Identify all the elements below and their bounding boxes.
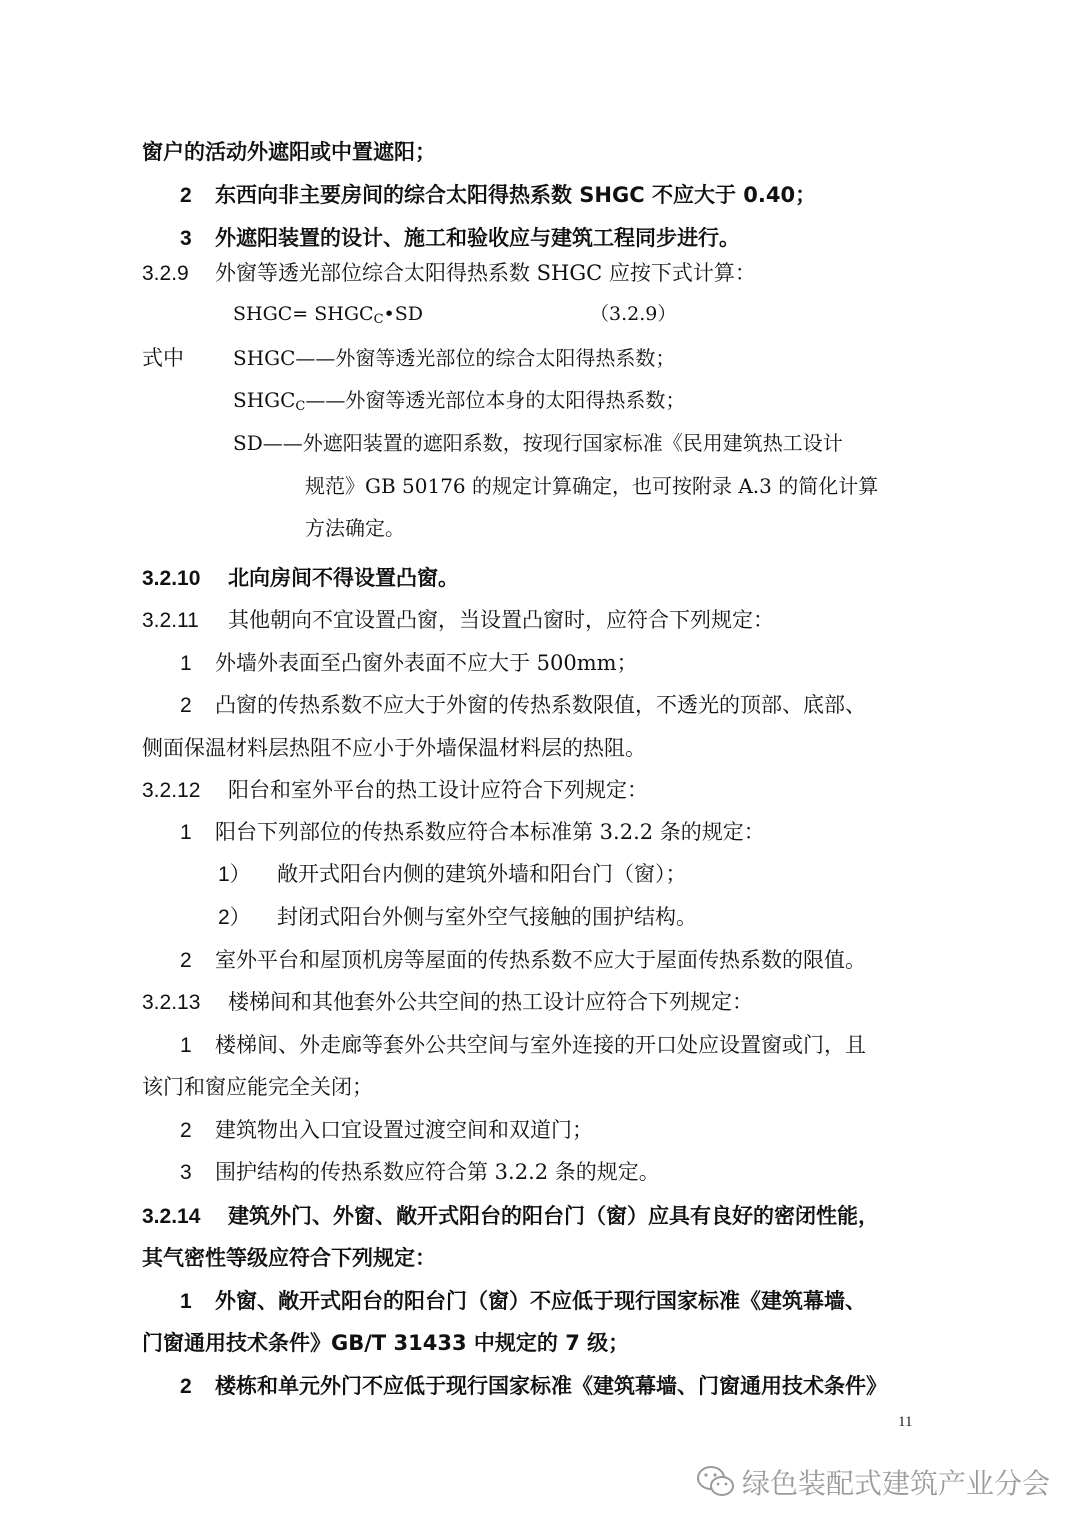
sub-item-number: 2） xyxy=(218,906,251,929)
text-line: 其气密性等级应符合下列规定： xyxy=(142,1246,436,1270)
text-line: 阳台下列部位的传热系数应符合本标准第 3.2.2 条的规定： xyxy=(215,820,765,844)
item-number: 1 xyxy=(180,821,192,844)
page-number: 11 xyxy=(898,1414,913,1430)
definition: ——外窗等透光部位本身的太阳得热系数； xyxy=(305,388,686,412)
item-number: 2 xyxy=(180,1119,192,1142)
text-line: 室外平台和屋顶机房等屋面的传热系数不应大于屋面传热系数的限值。 xyxy=(215,948,866,972)
clause-number: 3.2.14 xyxy=(142,1205,201,1228)
text-line: 北向房间不得设置凸窗。 xyxy=(228,566,459,590)
item-number: 3 xyxy=(180,227,192,250)
item-number: 3 xyxy=(180,1161,192,1184)
text-line: 门窗通用技术条件》GB/T 31433 中规定的 7 级； xyxy=(142,1331,630,1355)
text-line: 规范》GB 50176 的规定计算确定，也可按附录 A.3 的简化计算 xyxy=(305,474,879,498)
watermark xyxy=(696,1462,1050,1502)
symbol: SHGC xyxy=(233,388,296,412)
formula-sub: C xyxy=(373,312,384,327)
formula-rhs: •SD xyxy=(383,303,423,325)
text-line: 外墙外表面至凸窗外表面不应大于 500mm； xyxy=(215,651,638,675)
text-line: 敞开式阳台内侧的建筑外墙和阳台门（窗）； xyxy=(277,862,687,886)
text-line: 楼梯间、外走廊等套外公共空间与室外连接的开口处应设置窗或门，且 xyxy=(215,1033,866,1057)
text-line: 窗户的活动外遮阳或中置遮阳； xyxy=(142,140,436,164)
text-line: 该门和窗应能完全关闭； xyxy=(142,1075,373,1099)
text-line: 其他朝向不宜设置凸窗，当设置凸窗时，应符合下列规定： xyxy=(228,608,774,632)
sub-item-number: 1） xyxy=(218,863,251,886)
item-number: 1 xyxy=(180,652,192,675)
text-line: 建筑物出入口宜设置过渡空间和双道门； xyxy=(215,1118,593,1142)
clause-number: 3.2.13 xyxy=(142,991,201,1014)
watermark-text: 绿色装配式建筑产业分会 xyxy=(742,1467,1051,1500)
text-line: 建筑外门、外窗、敞开式阳台的阳台门（窗）应具有良好的密闭性能， xyxy=(228,1204,879,1228)
text-line: 围护结构的传热系数应符合第 3.2.2 条的规定。 xyxy=(215,1160,660,1184)
item-number: 2 xyxy=(180,949,192,972)
item-number: 2 xyxy=(180,694,192,717)
text-line: 封闭式阳台外侧与室外空气接触的围护结构。 xyxy=(277,905,697,929)
clause-number: 3.2.9 xyxy=(142,262,189,285)
text-line: 楼栋和单元外门不应低于现行国家标准《建筑幕墙、门窗通用技术条件》 xyxy=(215,1374,887,1398)
text-line: 凸窗的传热系数不应大于外窗的传热系数限值，不透光的顶部、底部、 xyxy=(215,693,866,717)
formula-lhs: SHGC= SHGC xyxy=(233,303,374,325)
text-line: SHGC——外窗等透光部位的综合太阳得热系数； xyxy=(233,346,676,370)
text-line: 外窗等透光部位综合太阳得热系数 SHGC 应按下式计算： xyxy=(215,261,756,285)
text-line: SD——外遮阳装置的遮阳系数，按现行国家标准《民用建筑热工设计 xyxy=(233,431,843,455)
formula xyxy=(233,305,423,326)
text-line: 外遮阳装置的设计、施工和验收应与建筑工程同步进行。 xyxy=(215,226,740,250)
wechat-icon xyxy=(696,1464,736,1500)
item-number: 2 xyxy=(180,184,192,207)
text-line: 东西向非主要房间的综合太阳得热系数 SHGC 不应大于 0.40； xyxy=(215,183,817,207)
item-number: 1 xyxy=(180,1290,192,1313)
symbol-sub: C xyxy=(295,399,306,414)
clause-number: 3.2.12 xyxy=(142,779,201,802)
formula-number: （3.2.9） xyxy=(590,303,677,325)
clause-number: 3.2.10 xyxy=(142,567,201,590)
text-line: 阳台和室外平台的热工设计应符合下列规定： xyxy=(228,778,648,802)
text-line: 侧面保温材料层热阻不应小于外墙保温材料层的热阻。 xyxy=(142,736,646,760)
clause-number: 3.2.11 xyxy=(142,609,199,632)
item-number: 1 xyxy=(180,1034,192,1057)
text-line: 外窗、敞开式阳台的阳台门（窗）不应低于现行国家标准《建筑幕墙、 xyxy=(215,1289,866,1313)
text-line: 方法确定。 xyxy=(305,516,405,540)
text-line: 楼梯间和其他套外公共空间的热工设计应符合下列规定： xyxy=(228,990,753,1014)
item-number: 2 xyxy=(180,1375,192,1398)
text-line xyxy=(233,390,685,413)
where-label: 式中 xyxy=(142,346,184,370)
